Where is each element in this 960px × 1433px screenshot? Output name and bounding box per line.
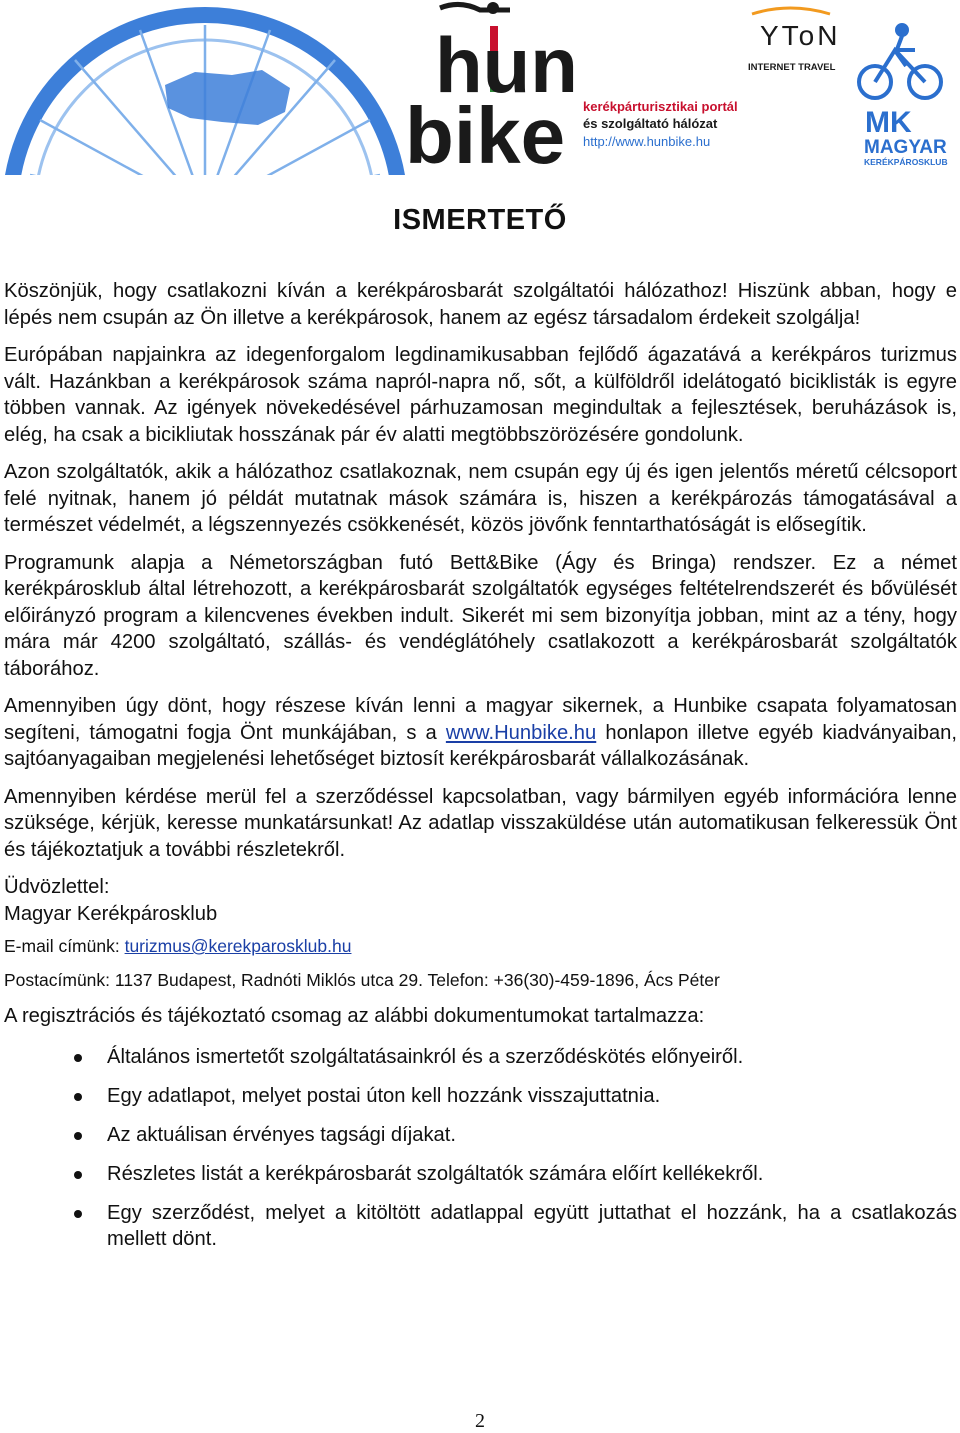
mk-letters: MK (865, 106, 912, 139)
list-item-text: Az aktuálisan érvényes tagsági díjakat. (107, 1123, 456, 1146)
document-list (4, 1044, 957, 1253)
paragraph-intro: Köszönjük, hogy csatlakozni kíván a kerékpárosbarát szolgáltatói hálózathoz! Hiszünk abban, hogy e lépés nem csupán az Ön illetve a kerékpárosok, hanem az egész társadalom érdekeit szolgálja! (4, 280, 957, 329)
paragraph-hunbike-text-1: Amennyiben úgy dönt, hogy részese kíván lenni a magyar sikernek, a Hunbike csapata folyamatosan segíteni, támogatni fogja Önt munkájában, s a (4, 695, 957, 744)
list-intro: A regisztrációs és tájékoztató csomag az alábbi dokumentumokat tartalmazza: (4, 1005, 705, 1027)
greeting: Üdvözlettel: (4, 876, 110, 898)
email-line (4, 935, 957, 957)
email-label: E-mail címünk: (4, 936, 125, 956)
hunbike-logo (405, 2, 738, 175)
list-item (4, 1083, 957, 1110)
list-item-text: Egy szerződést, melyet a kitöltött adatlappal együtt juttathat el hozzánk, ha a csatlakozás mellett dönt. (107, 1201, 957, 1250)
paragraph-hunbike (4, 693, 957, 773)
yton-logo (748, 8, 840, 73)
bullet-icon (74, 1210, 82, 1218)
hunbike-url: http://www.hunbike.hu (583, 134, 711, 149)
yton-subtitle: INTERNET TRAVEL (748, 62, 836, 73)
bicycle-wheel-graphic (10, 15, 400, 175)
paragraph-providers: Azon szolgáltatók, akik a hálózathoz csatlakoznak, nem csupán egy új és igen jelentős méretű célcsoport felé nyitnak, hanem jó példát mutatnak mások számára is, hiszen a kerékpározás támogatásával a természet védelmét, a légszennyezés csökkenését, közös jövőnk fenntarthatóságát is elősegítik. (4, 461, 957, 536)
signature: Magyar Kerékpárosklub (4, 902, 218, 925)
hunbike-word-bike: bike (405, 91, 566, 175)
paragraph-europe: Európában napjainkra az idegenforgalom legdinamikusabban fejlődő ágazatává a kerékpáros turizmus vált. Hazánkban a kerékpárosok száma napról-napra nő, sőt, a külföldről idelátogató biciklisták is egyre többen vannak. Az igények növekedésével párhuzamosan megindultak a fejlesztések, beruházások is, elég, ha csak a bicikliutak hosszának pár év alatti megtöbbszörözésére gondolunk. (4, 344, 957, 446)
bullet-icon (74, 1171, 82, 1179)
bullet-icon (74, 1093, 82, 1101)
list-item (4, 1044, 957, 1071)
list-item-text: Általános ismertetőt szolgáltatásainkról és a szerződéskötés előnyeiről. (107, 1045, 744, 1068)
bullet-icon (74, 1132, 82, 1140)
list-item (4, 1161, 957, 1188)
paragraph-program: Programunk alapja a Németországban futó Bett&Bike (Ágy és Bringa) rendszer. Ez a német kerékpárosklub által létrehozott, a kerékpárosbarát szolgáltatók egységes feltételrendszerét és bővülését előirányzó program a kilencvenes években indult. Sikerét mi sem bizonyítja jobban, mint az a tény, hogy mára már 4200 szolgáltató, szállás- és vendéglátóhely csatlakozott a kerékpárosbarát szolgáltatók táborához. (4, 551, 957, 680)
mk-line1: MAGYAR (864, 137, 947, 158)
hunbike-tagline-1: kerékpárturisztikai portál (583, 99, 738, 114)
email-link[interactable]: turizmus@kerekparosklub.hu (124, 936, 352, 956)
paragraph-contact: Amennyiben kérdése merül fel a szerződéssel kapcsolatban, vagy bármilyen egyéb információra lenne szüksége, kérjük, keresse munkatársunkat! Az adatlap visszaküldése után automatikusan felkeressük Önt és tájékoztatjuk a további részletekről. (4, 785, 957, 861)
hunbike-word-hun: hun (435, 21, 578, 109)
page-number: 2 (475, 1410, 485, 1432)
cyclist-icon (859, 25, 941, 98)
mk-line2: KERÉKPÁROSKLUB (864, 157, 948, 167)
document-title: ISMERTETŐ (393, 204, 567, 236)
header-banner (0, 0, 960, 175)
list-item-text: Részletes listát a kerékpárosbarát szolgáltatók számára előírt kellékekről. (107, 1162, 764, 1185)
document-body (4, 278, 957, 1265)
postal-line: Postacímünk: 1137 Budapest, Radnóti Miklós utca 29. Telefon: +36(30)-459-1896, Ács Péter (4, 970, 720, 990)
paragraph-hunbike-text-2: honlapon illetve egyéb kiadványaiban, sajtóanyagaiban megjelenési lehetőséget biztosít kerékpárosbarát vállalkozásának. (4, 721, 957, 770)
list-item (4, 1122, 957, 1149)
bullet-icon (74, 1054, 82, 1062)
hunbike-website-link[interactable]: www.Hunbike.hu (445, 721, 597, 744)
list-item (4, 1200, 957, 1253)
hunbike-tagline-2: és szolgáltató hálózat (583, 116, 718, 131)
list-item-text: Egy adatlapot, melyet postai úton kell hozzánk visszajuttatnia. (107, 1084, 661, 1107)
mk-logo (859, 25, 948, 167)
yton-name: YToN (760, 20, 841, 51)
